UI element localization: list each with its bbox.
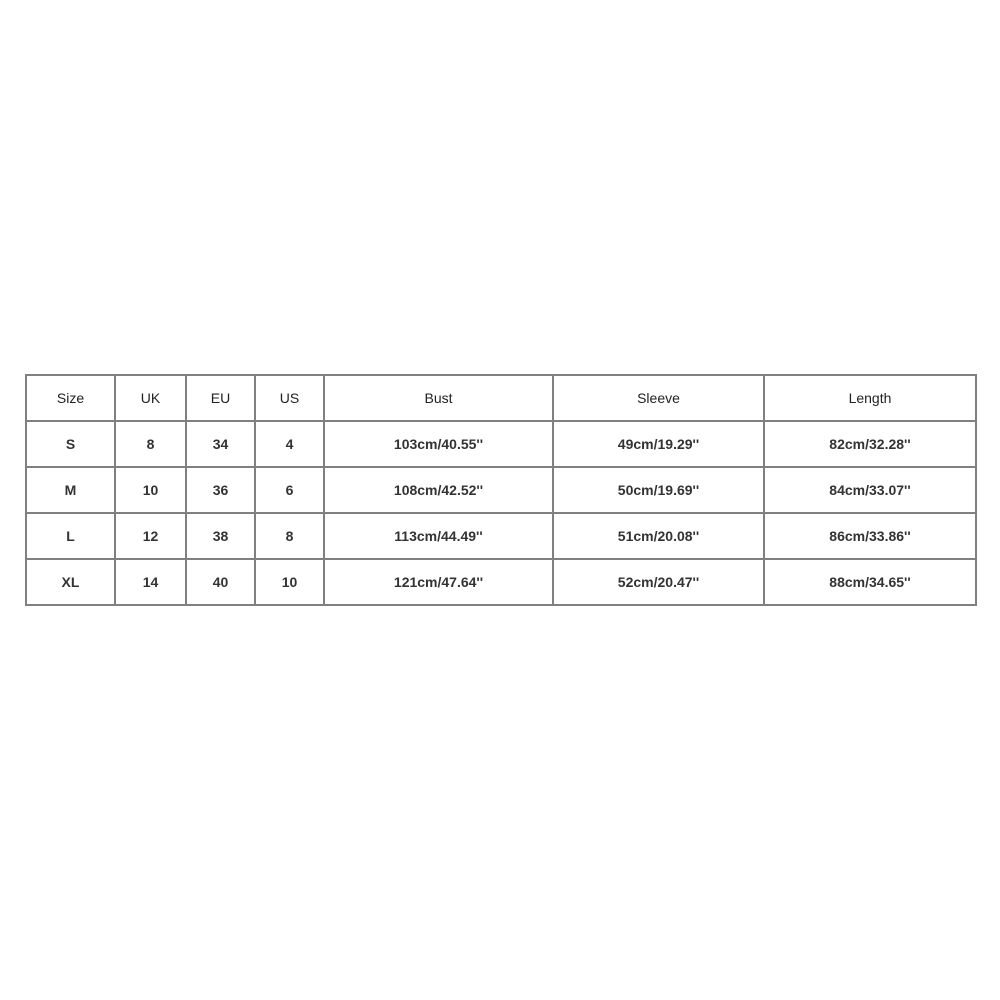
cell-uk: 12 — [115, 513, 186, 559]
header-sleeve: Sleeve — [553, 375, 764, 421]
header-bust: Bust — [324, 375, 553, 421]
cell-length: 84cm/33.07'' — [764, 467, 976, 513]
cell-sleeve: 50cm/19.69'' — [553, 467, 764, 513]
cell-uk: 14 — [115, 559, 186, 605]
header-us: US — [255, 375, 324, 421]
cell-bust: 108cm/42.52'' — [324, 467, 553, 513]
cell-length: 82cm/32.28'' — [764, 421, 976, 467]
table-header-row — [26, 375, 976, 421]
cell-bust: 113cm/44.49'' — [324, 513, 553, 559]
cell-size: M — [26, 467, 115, 513]
cell-eu: 34 — [186, 421, 255, 467]
cell-length: 86cm/33.86'' — [764, 513, 976, 559]
cell-size: S — [26, 421, 115, 467]
table-row — [26, 467, 976, 513]
cell-us: 8 — [255, 513, 324, 559]
cell-size: L — [26, 513, 115, 559]
cell-us: 4 — [255, 421, 324, 467]
table-row — [26, 421, 976, 467]
table-row — [26, 559, 976, 605]
cell-uk: 8 — [115, 421, 186, 467]
cell-bust: 103cm/40.55'' — [324, 421, 553, 467]
cell-uk: 10 — [115, 467, 186, 513]
cell-length: 88cm/34.65'' — [764, 559, 976, 605]
cell-eu: 36 — [186, 467, 255, 513]
cell-us: 6 — [255, 467, 324, 513]
size-chart-table — [25, 374, 977, 606]
cell-size: XL — [26, 559, 115, 605]
header-uk: UK — [115, 375, 186, 421]
cell-eu: 38 — [186, 513, 255, 559]
header-eu: EU — [186, 375, 255, 421]
header-size: Size — [26, 375, 115, 421]
cell-us: 10 — [255, 559, 324, 605]
table-row — [26, 513, 976, 559]
header-length: Length — [764, 375, 976, 421]
cell-eu: 40 — [186, 559, 255, 605]
cell-bust: 121cm/47.64'' — [324, 559, 553, 605]
cell-sleeve: 52cm/20.47'' — [553, 559, 764, 605]
cell-sleeve: 51cm/20.08'' — [553, 513, 764, 559]
cell-sleeve: 49cm/19.29'' — [553, 421, 764, 467]
